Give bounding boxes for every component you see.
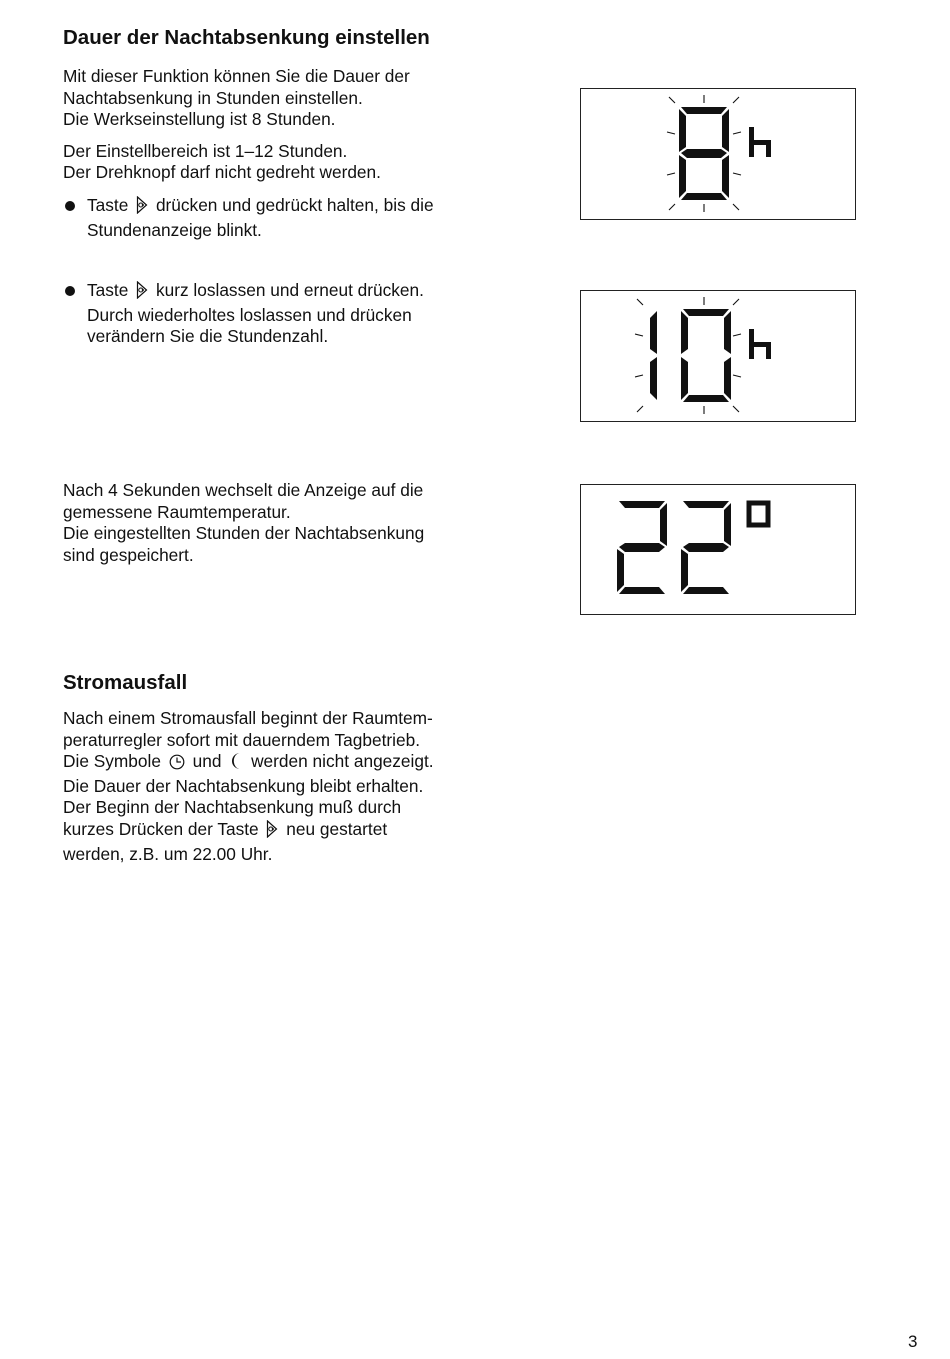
text: Die Symbole: [63, 751, 161, 772]
text: und: [192, 751, 222, 772]
lcd-8h-graphic: [581, 89, 854, 218]
text-line: [63, 751, 503, 776]
text-line: Nach einem Stromausfall beginnt der Raumtem-: [63, 708, 433, 728]
text-line: Die Werkseinstellung ist 8 Stunden.: [63, 109, 336, 130]
text-line: sind gespeichert.: [63, 544, 194, 565]
text-line: Durch wiederholtes loslassen und drücken: [87, 304, 412, 325]
text-line: gemessene Raumtemperatur.: [63, 501, 291, 522]
text-line: Nach 4 Sekunden wechselt die Anzeige auf die: [63, 480, 424, 500]
instruction-bullet-1: [63, 195, 483, 241]
text-line: Die eingestellten Stunden der Nachtabsenkung: [63, 523, 425, 544]
text-line: Der Drehknopf darf nicht gedreht werden.: [63, 162, 381, 183]
lcd-display-10h: [580, 290, 856, 422]
text: kurzes Drücken der Taste: [63, 818, 259, 839]
text: Taste: [87, 280, 129, 300]
clock-icon: [169, 754, 185, 776]
night-setback-button-icon: [266, 820, 278, 844]
text-line: Nachtabsenkung in Stunden einstellen.: [63, 87, 363, 108]
text-line: peraturregler sofort mit dauerndem Tagbetrieb.: [63, 729, 421, 750]
text-line: Der Einstellbereich ist 1–12 Stunden.: [63, 140, 348, 161]
text-line: werden, z.B. um 22.00 Uhr.: [63, 843, 273, 864]
text-line: Die Dauer der Nachtabsenkung bleibt erhalten.: [63, 775, 424, 796]
bullet-dot: [65, 286, 75, 296]
text: werden nicht angezeigt.: [251, 751, 434, 772]
text-line: Der Beginn der Nachtabsenkung muß durch: [63, 797, 402, 818]
lcd-10h-graphic: [581, 291, 854, 420]
lcd-22-graphic: [581, 485, 854, 613]
result-paragraph: [63, 480, 483, 566]
instruction-bullet-2: [63, 280, 483, 348]
bullet-dot: [65, 201, 75, 211]
lcd-display-22-degrees: [580, 484, 856, 615]
text-line: Stundenanzeige blinkt.: [87, 219, 262, 240]
page-number: 3: [908, 1332, 918, 1351]
power-failure-paragraph: [63, 708, 503, 865]
text: drücken und gedrückt halten, bis die: [155, 195, 434, 215]
text-line: verändern Sie die Stundenzahl.: [87, 326, 329, 347]
text-line: Mit dieser Funktion können Sie die Dauer der: [63, 66, 410, 86]
text: Taste: [87, 195, 129, 215]
text-line: [63, 819, 503, 844]
night-setback-button-icon: [136, 281, 148, 305]
text: kurz loslassen und erneut drücken.: [155, 280, 424, 300]
intro-paragraph: [63, 66, 483, 184]
moon-icon: [229, 752, 243, 776]
night-setback-button-icon: [136, 196, 148, 220]
text: neu gestartet: [286, 818, 388, 839]
section-heading-power-failure: Stromausfall: [63, 671, 188, 694]
section-heading-night-setback: Dauer der Nachtabsenkung einstellen: [63, 26, 430, 49]
lcd-display-8h: [580, 88, 856, 220]
